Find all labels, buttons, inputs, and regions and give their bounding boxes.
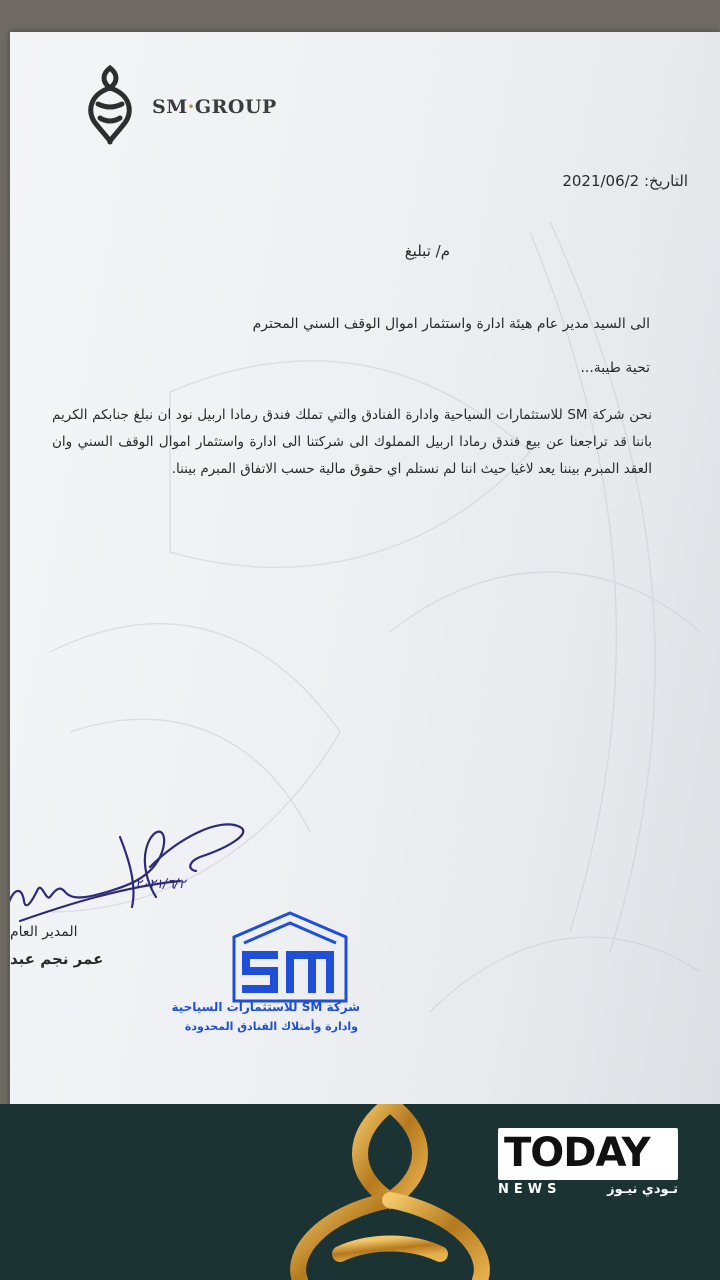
stamp-company-subline: وادارة وأمتلاك الفنادق المحدودة xyxy=(184,1020,358,1033)
gold-ornament-icon xyxy=(240,1104,540,1280)
signatory-title: المدير العام xyxy=(10,924,78,940)
letter-date: التاريخ: 2021/06/2 xyxy=(562,172,688,190)
letter-greeting: تحية طيبة... xyxy=(580,360,650,376)
signatory-name: عمر نجم عبد xyxy=(10,950,104,968)
company-brand-name: SM·GROUP xyxy=(152,96,277,118)
today-news-logo xyxy=(498,1128,678,1180)
news-ar-label: تـودي نيـوز xyxy=(607,1182,678,1197)
sm-group-logo-icon xyxy=(80,64,140,146)
letter-subject: م/ تبليغ xyxy=(404,242,450,260)
stamp-company-line: شركة SM للاستثمارات السياحية xyxy=(171,1000,360,1014)
letter-addressee: الى السيد مدير عام هيئة ادارة واستثمار اموال الوقف السني المحترم xyxy=(252,316,650,332)
signature-date: ٢٠٢١/٦/٢ xyxy=(135,877,186,892)
news-en-label: NEWS xyxy=(498,1182,562,1197)
letter-body: نحن شركة SM للاستثمارات السياحية وادارة الفنادق والتي تملك فندق رمادا اربيل نود ان نبلغ جنابكم الكريم باننا قد تراجعنا عن بيع فندق رمادا اربيل المملوك الى شركتنا الى ادارة واستثمار اموال الوقف السني وان العقد المبرم بيننا يعد لاغيا حيث اننا لم نستلم اي حقوق مالية حسب الاتفاق المبرم بيننا. xyxy=(52,407,652,477)
company-stamp-icon xyxy=(220,907,360,1007)
today-logo-text: TODAY xyxy=(504,1130,650,1176)
letter-page xyxy=(10,32,720,1112)
